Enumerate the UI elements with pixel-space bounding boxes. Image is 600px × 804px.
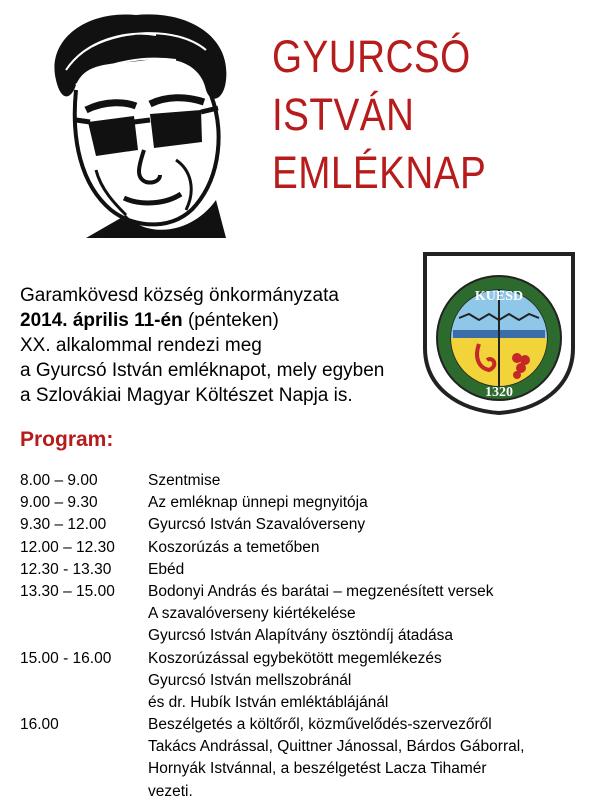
title-line-3: EMLÉKNAP — [272, 147, 487, 198]
title-line-2: ISTVÁN — [272, 89, 415, 140]
schedule-event: Hornyák Istvánnal, a beszélgetést Lacza Tihamér — [148, 760, 487, 778]
schedule-time: 12.00 – 12.30 — [20, 538, 115, 556]
schedule-event: Ebéd — [148, 560, 185, 578]
schedule-event: Az emléknap ünnepi megnyitója — [148, 494, 368, 512]
schedule-event: A szavalóverseny kiértékelése — [148, 605, 356, 623]
intro-date-rest: (pénteken) — [182, 310, 279, 331]
schedule-time: 16.00 — [20, 716, 59, 734]
schedule-time: 8.00 – 9.00 — [20, 472, 98, 489]
schedule-event: Szentmise — [148, 472, 221, 489]
schedule-event: Gyurcsó István Alapítvány ösztöndíj átadása — [148, 627, 454, 645]
emblem-year-text: 1320 — [485, 385, 513, 400]
intro-line-4: a Gyurcsó István emléknapot, mely egyben — [20, 360, 385, 381]
portrait-image — [26, 10, 248, 238]
schedule-time: 13.30 – 15.00 — [20, 582, 115, 600]
intro-date-line — [20, 308, 384, 333]
schedule-event: Takács Andrással, Quittner Jánossal, Bárdos Gáborral, — [148, 738, 525, 756]
schedule-event: vezeti. — [148, 782, 193, 800]
schedule-time: 9.00 – 9.30 — [20, 494, 98, 512]
page-title — [272, 28, 486, 202]
intro-line-3: XX. alkalommal rendezi meg — [20, 335, 262, 356]
schedule-event: Beszélgetés a költőről, közművelődés-szervezőről — [148, 716, 492, 734]
intro-paragraph — [20, 283, 384, 408]
schedule-event: Gyurcsó István mellszobránál — [148, 671, 352, 689]
schedule-time: 9.30 – 12.00 — [20, 516, 107, 534]
title-line-1: GYURCSÓ — [272, 31, 471, 82]
intro-line-1: Garamkövesd község önkormányzata — [20, 285, 339, 306]
schedule-time: 12.30 - 13.30 — [20, 560, 112, 578]
schedule-time: 15.00 - 16.00 — [20, 649, 112, 667]
coat-of-arms-emblem — [419, 248, 579, 416]
schedule-event: Koszorúzás a temetőben — [148, 538, 320, 556]
intro-line-5: a Szlovákiai Magyar Költészet Napja is. — [20, 385, 353, 406]
schedule-event: Koszorúzással egybekötött megemlékezés — [148, 649, 442, 667]
intro-date-bold: 2014. április 11-én — [20, 310, 183, 331]
schedule-event: Gyurcsó István Szavalóverseny — [148, 516, 366, 534]
program-heading: Program: — [20, 428, 114, 451]
emblem-top-text: KUESD — [474, 289, 524, 304]
schedule-event: Bodonyi András és barátai – megzenésített versek — [148, 582, 494, 600]
schedule-event: és dr. Hubík István emléktáblájánál — [148, 693, 389, 711]
